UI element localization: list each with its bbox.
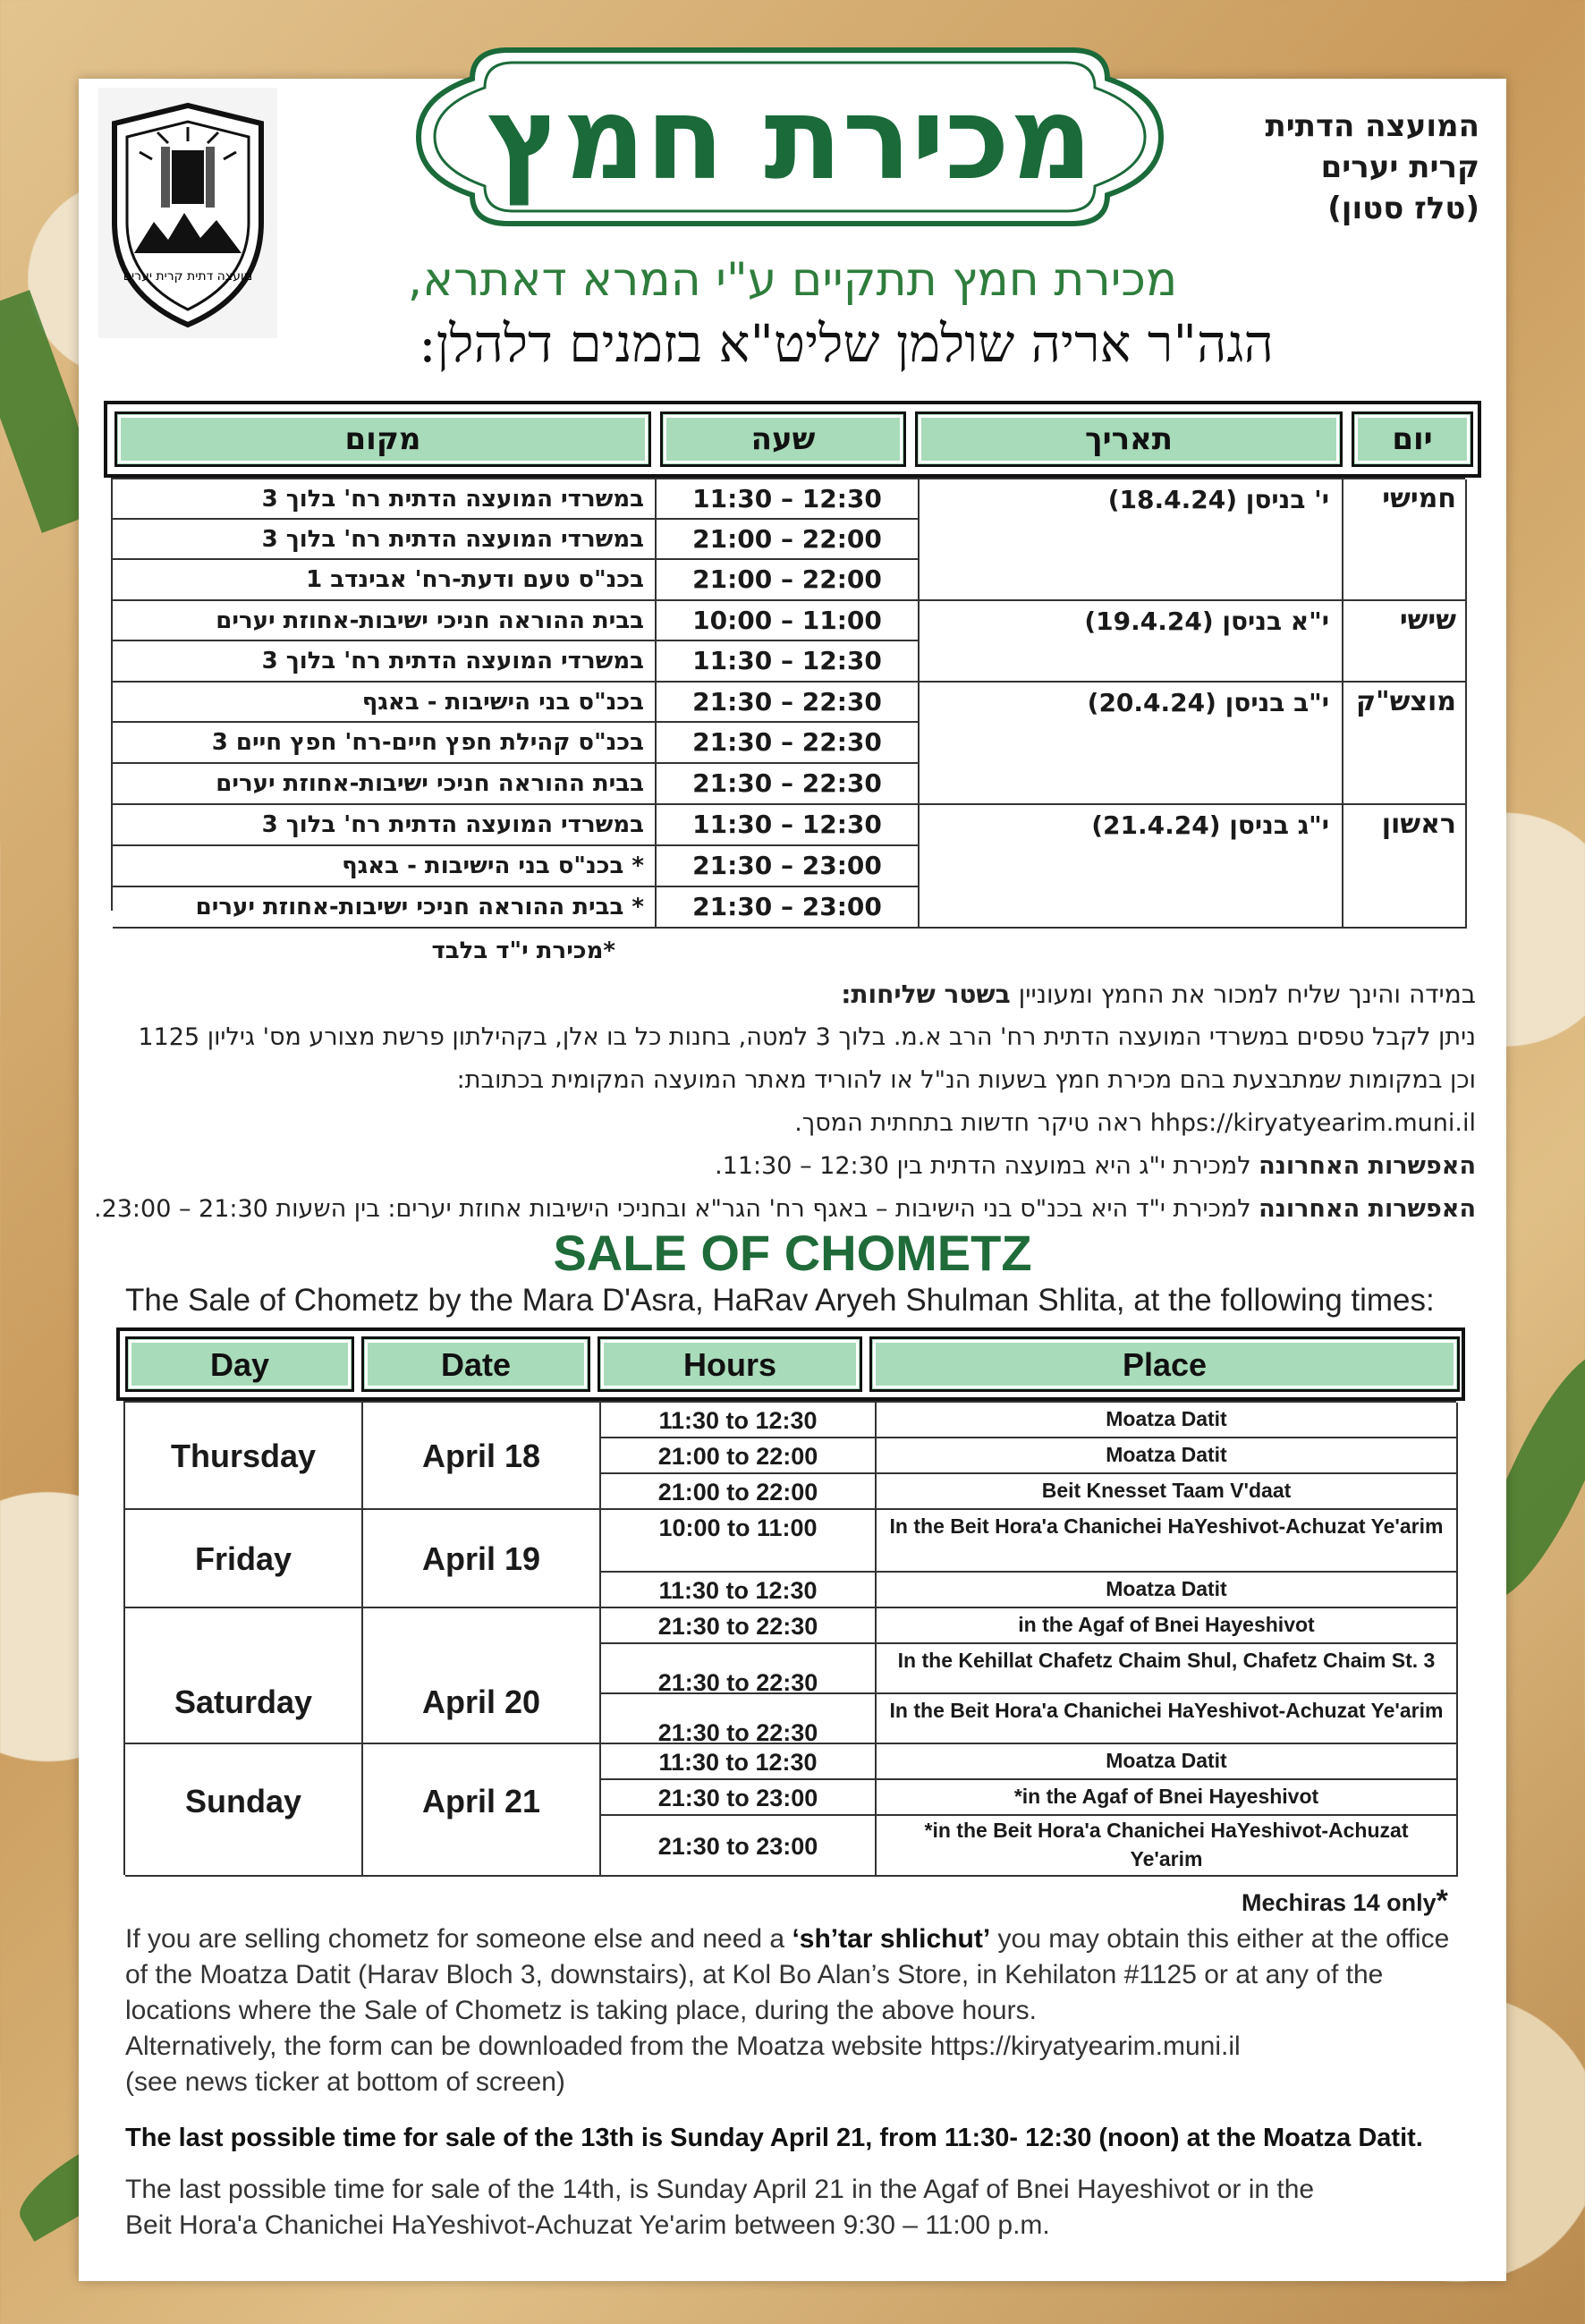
hebrew-time-cell: 11:30 – 12:30 bbox=[657, 479, 920, 520]
header-date: תאריך bbox=[915, 411, 1343, 467]
header-day: יום bbox=[1352, 411, 1473, 467]
hebrew-time-cell: 11:30 – 12:30 bbox=[657, 805, 920, 846]
hebrew-note-1-bold: בשטר שליחות: bbox=[841, 980, 1011, 1009]
header-hours-en: Hours bbox=[598, 1336, 862, 1392]
date-cell-en: April 20 bbox=[363, 1608, 601, 1744]
hebrew-note-5-text: למכירת י"ג היא במועצה הדתית בין 12:30 – 11:30. bbox=[715, 1152, 1259, 1180]
place-cell-en: In the Beit Hora'a Chanichei HaYeshivot-Achuzat Ye'arim bbox=[877, 1694, 1458, 1744]
english-subtitle: The Sale of Chometz by the Mara D'Asra, HaRav Aryeh Shulman Shlita, at the following times: bbox=[125, 1283, 1435, 1318]
hebrew-note-6-text: למכירת י"ד היא בכנ"ס בני הישיבות – באגף רח' הגר"א ובחניכי הישיבות אחוזת יערים: בין השעות 21:30 – 23:00. bbox=[93, 1195, 1259, 1223]
hebrew-note-5 bbox=[715, 1145, 1476, 1188]
header-place: מקום bbox=[114, 411, 651, 467]
hebrew-schedule-table bbox=[111, 478, 1465, 921]
place-line: *in the Beit Hora'a Chanichei HaYeshivot-Achuzat bbox=[924, 1819, 1409, 1842]
hebrew-table-header bbox=[104, 401, 1481, 478]
english-table-footnote bbox=[1242, 1884, 1448, 1919]
flyer-sheet bbox=[79, 72, 1506, 2281]
date-cell: י' בניסן (18.4.24) bbox=[920, 479, 1343, 601]
hebrew-place-cell: במשרדי המועצה הדתית רח' בלוך 3 bbox=[113, 805, 657, 846]
day-cell-en: Sunday bbox=[125, 1744, 363, 1877]
hebrew-place-cell: בכנ"ס טעם ודעת-רח' אבינדב 1 bbox=[113, 560, 657, 601]
hebrew-note-4: hhps://kiryatyearim.muni.il ראה טיקר חדשות בתחתית המסך. bbox=[794, 1109, 1476, 1137]
english-paragraph-1 bbox=[125, 1921, 1449, 2100]
hebrew-time-cell: 21:30 – 22:30 bbox=[657, 683, 920, 723]
p3-line: The last possible time for sale of the 14th, is Sunday April 21 in the Agaf of Bnei Hayeshivot or in the bbox=[125, 2175, 1315, 2204]
place-line: Ye'arim bbox=[1130, 1847, 1203, 1870]
date-cell: י"ב בניסן (20.4.24) bbox=[920, 683, 1343, 805]
day-cell-en: Friday bbox=[125, 1510, 363, 1608]
hebrew-note-6-bold: האפשרות האחרונה bbox=[1259, 1195, 1476, 1223]
english-schedule-table bbox=[123, 1401, 1456, 1875]
english-table-header bbox=[116, 1327, 1465, 1401]
hebrew-note-2: ניתן לקבל טפסים במשרדי המועצה הדתית רח' הרב א.מ. בלוך 3 למטה, בחנות כל בו אלן, בקהילתון פרשת מצורע מס' גיליון 1125 bbox=[138, 1023, 1476, 1051]
hebrew-place-cell: בכנ"ס בני הישיבות - באגף bbox=[113, 683, 657, 723]
hebrew-time-cell: 21:30 – 22:30 bbox=[657, 723, 920, 764]
hebrew-note-1-text: במידה והינך שליח למכור את החמץ ומעוניין bbox=[1010, 980, 1476, 1009]
english-title: SALE OF CHOMETZ bbox=[553, 1225, 1032, 1281]
hours-cell-en: 21:00 to 22:00 bbox=[601, 1474, 877, 1510]
hebrew-time-cell: 10:00 – 11:00 bbox=[657, 601, 920, 641]
place-cell-en: Moatza Datit bbox=[877, 1438, 1458, 1474]
hebrew-place-cell: במשרדי המועצה הדתית רח' בלוך 3 bbox=[113, 479, 657, 520]
hours-cell-en: 11:30 to 12:30 bbox=[601, 1573, 877, 1608]
place-cell-en: *in the Agaf of Bnei Hayeshivot bbox=[877, 1780, 1458, 1816]
date-cell: י"א בניסן (19.4.24) bbox=[920, 601, 1343, 683]
hebrew-note-3: וכן במקומות שמתבצעת בהם מכירת חמץ בשעות הנ"ל או להוריד מאתר המועצה המקומית בכתובת: bbox=[456, 1066, 1476, 1094]
p1-line: (see news ticker at bottom of screen) bbox=[125, 2067, 565, 2097]
p1-line bbox=[125, 1921, 1449, 1957]
place-cell-en: Moatza Datit bbox=[877, 1573, 1458, 1608]
date-cell-en: April 21 bbox=[363, 1744, 601, 1877]
place-cell-en: Moatza Datit bbox=[877, 1403, 1458, 1438]
p1-bold: ‘sh’tar shlichut’ bbox=[792, 1924, 991, 1954]
place-cell-en: Moatza Datit bbox=[877, 1744, 1458, 1780]
hebrew-place-cell: * בבית ההוראה חניכי ישיבות-אחוזת יערים bbox=[113, 887, 657, 929]
p1-text: If you are selling chometz for someone else and need a bbox=[125, 1924, 792, 1954]
english-paragraph-2: The last possible time for sale of the 13th is Sunday April 21, from 11:30- 12:30 (noon) at the Moatza Datit. bbox=[125, 2124, 1423, 2152]
header-date-en: Date bbox=[361, 1336, 590, 1392]
hebrew-place-cell: בבית ההוראה חניכי ישיבות-אחוזת יערים bbox=[113, 764, 657, 805]
hours-cell-en: 11:30 to 12:30 bbox=[601, 1403, 877, 1438]
council-name bbox=[1266, 106, 1479, 229]
day-cell: שישי bbox=[1343, 601, 1467, 683]
emblem-text: מועצה דתית קרית יערים bbox=[123, 269, 253, 284]
p1-line: Alternatively, the form can be downloaded from the Moatza website https://kiryatyearim.muni.il bbox=[125, 2031, 1241, 2061]
p1-line: of the Moatza Datit (Harav Bloch 3, downstairs), at Kol Bo Alan’s Store, in Kehilaton #1125 or at any of the bbox=[125, 1960, 1384, 1989]
hebrew-time-cell: 21:30 – 22:30 bbox=[657, 764, 920, 805]
hebrew-place-cell: בבית ההוראה חניכי ישיבות-אחוזת יערים bbox=[113, 601, 657, 641]
page-title: מכירת חמץ bbox=[487, 72, 1093, 206]
p1-line: locations where the Sale of Chometz is taking place, during the above hours. bbox=[125, 1996, 1037, 2025]
hebrew-time-cell: 21:30 – 23:00 bbox=[657, 887, 920, 929]
header-hour: שעה bbox=[660, 411, 906, 467]
footnote-star: * bbox=[1436, 1884, 1448, 1918]
date-cell-en: April 19 bbox=[363, 1510, 601, 1608]
hebrew-subtitle-2: הגה"ר אריה שולמן שליט"א בזמנים דלהלן: bbox=[419, 313, 1274, 374]
hebrew-place-cell: בכנ"ס קהילת חפץ חיים-רח' חפץ חיים 3 bbox=[113, 723, 657, 764]
hebrew-place-cell: במשרדי המועצה הדתית רח' בלוך 3 bbox=[113, 520, 657, 560]
hebrew-subtitle-1: מכירת חמץ תתקיים ע"י המרא דאתרא, bbox=[407, 253, 1178, 307]
hebrew-time-cell: 11:30 – 12:30 bbox=[657, 641, 920, 683]
date-cell-en: April 18 bbox=[363, 1403, 601, 1510]
hours-cell-en: 21:30 to 22:30 bbox=[601, 1608, 877, 1644]
header-day-en: Day bbox=[125, 1336, 354, 1392]
day-cell-en: Thursday bbox=[125, 1403, 363, 1510]
date-cell: י"ג בניסן (21.4.24) bbox=[920, 805, 1343, 929]
hours-cell-en: 21:30 to 23:00 bbox=[601, 1816, 877, 1877]
footnote-text: Mechiras 14 only bbox=[1242, 1889, 1437, 1916]
hours-cell-en: 21:30 to 23:00 bbox=[601, 1780, 877, 1816]
p1-text: you may obtain this either at the office bbox=[990, 1924, 1450, 1954]
hours-cell-en: 10:00 to 11:00 bbox=[601, 1510, 877, 1573]
council-line: קרית יערים bbox=[1320, 149, 1479, 185]
day-cell: ראשון bbox=[1343, 805, 1467, 929]
hebrew-note-5-bold: האפשרות האחרונה bbox=[1259, 1152, 1476, 1180]
day-cell-en: Saturday bbox=[125, 1608, 363, 1744]
english-paragraph-3 bbox=[125, 2172, 1314, 2243]
hebrew-place-cell: * בכנ"ס בני הישיבות - באגף bbox=[113, 846, 657, 887]
day-cell: חמישי bbox=[1343, 479, 1467, 601]
place-cell-en: Beit Knesset Taam V'daat bbox=[877, 1474, 1458, 1510]
hours-cell-en: 11:30 to 12:30 bbox=[601, 1744, 877, 1780]
hebrew-place-cell: במשרדי המועצה הדתית רח' בלוך 3 bbox=[113, 641, 657, 683]
hours-cell-en: 21:00 to 22:00 bbox=[601, 1438, 877, 1474]
p3-line: Beit Hora'a Chanichei HaYeshivot-Achuzat Ye'arim between 9:30 – 11:00 p.m. bbox=[125, 2210, 1050, 2240]
place-cell-en bbox=[877, 1816, 1458, 1877]
hours-cell-en: 21:30 to 22:30 bbox=[601, 1644, 877, 1694]
hours-cell-en: 21:30 to 22:30 bbox=[601, 1694, 877, 1744]
hebrew-time-cell: 21:00 – 22:00 bbox=[657, 520, 920, 560]
hebrew-time-cell: 21:30 – 23:00 bbox=[657, 846, 920, 887]
place-cell-en: In the Kehillat Chafetz Chaim Shul, Chafetz Chaim St. 3 bbox=[877, 1644, 1458, 1694]
place-cell-en: in the Agaf of Bnei Hayeshivot bbox=[877, 1608, 1458, 1644]
council-line: המועצה הדתית bbox=[1265, 108, 1479, 144]
hebrew-time-cell: 21:00 – 22:00 bbox=[657, 560, 920, 601]
place-cell-en: In the Beit Hora'a Chanichei HaYeshivot-Achuzat Ye'arim bbox=[877, 1510, 1458, 1573]
council-line: (טלז סטון) bbox=[1327, 191, 1479, 226]
hebrew-note-1 bbox=[841, 973, 1476, 1016]
hebrew-table-footnote: *מכירת י"ד בלבד bbox=[431, 937, 615, 964]
day-cell: מוצש"ק bbox=[1343, 683, 1467, 805]
header-place-en: Place bbox=[869, 1336, 1460, 1392]
